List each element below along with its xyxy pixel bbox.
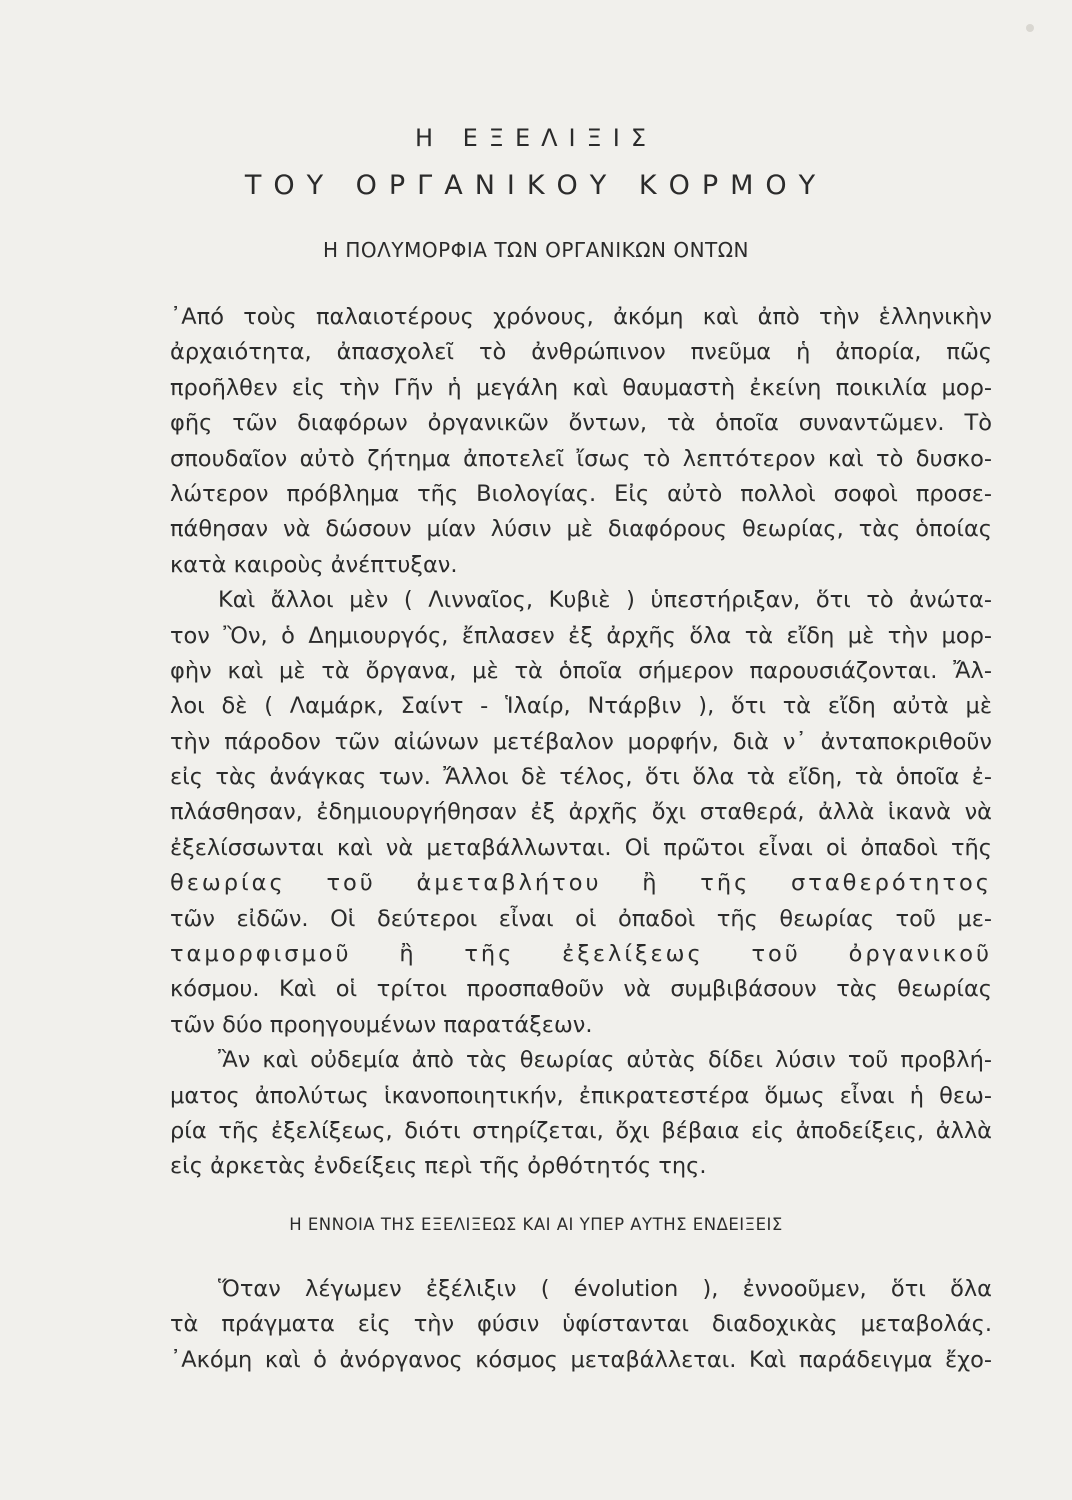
text-line: κατὰ καιροὺς ἀνέπτυξαν.: [170, 551, 458, 578]
text-line: φῆς τῶν διαφόρων ὀργανικῶν ὄντων, τὰ ὁποῖα συναντῶμεν. Τὸ: [170, 410, 992, 437]
text-line: ρία τῆς ἐξελίξεως, διότι στηρίζεται, ὄχι βέβαια εἰς ἀποδείξεις, ἀλλὰ: [170, 1117, 992, 1144]
text-line: πάθησαν νὰ δώσουν μίαν λύσιν μὲ διαφόρους θεωρίας, τὰς ὁποίας: [170, 516, 992, 543]
text-line: εἰς τὰς ἀνάγκας των. Ἄλλοι δὲ τέλος, ὅτι ὅλα τὰ εἴδη, τὰ ὁποῖα ἐ-: [170, 764, 992, 791]
text-line: Ἂν καὶ οὐδεμία ἀπὸ τὰς θεωρίας αὐτὰς δίδει λύσιν τοῦ προβλή-: [218, 1047, 992, 1074]
section-2-body: [170, 1272, 992, 1378]
text-line: τὰ πράγματα εἰς τὴν φύσιν ὑφίστανται διαδοχικὰς μεταβολάς.: [170, 1311, 992, 1338]
text-line: λοι δὲ ( Λαμάρκ, Σαίντ - Ἱλαίρ, Ντάρβιν ), ὅτι τὰ εἴδη αὐτὰ μὲ: [170, 693, 992, 720]
text-line: σπουδαῖον αὐτὸ ζήτημα ἀποτελεῖ ἴσως τὸ λεπτότερον καὶ τὸ δυσκο-: [170, 445, 992, 472]
text-line: ᾿Από τοὺς παλαιοτέρους χρόνους, ἀκόμη καὶ ἀπὸ τὴν ἑλληνικὴν: [170, 304, 992, 330]
text-line: ᾿Ακόμη καὶ ὁ ἀνόργανος κόσμος μεταβάλλεται. Καὶ παράδειγμα ἔχο-: [170, 1346, 992, 1373]
text-line: Ὅταν λέγωμεν ἐξέλιξιν ( évolution ), ἐννοοῦμεν, ὅτι ὅλα: [218, 1276, 992, 1302]
text-line: τὴν πάροδον τῶν αἰώνων μετέβαλον μορφήν, διὰ ν᾿ ἀνταποκριθοῦν: [170, 728, 992, 755]
text-line: ἐξελίσσωνται καὶ νὰ μεταβάλλωνται. Οἱ πρῶτοι εἶναι οἱ ὀπαδοὶ τῆς: [170, 834, 992, 861]
text-line: φὴν καὶ μὲ τὰ ὄργανα, μὲ τὰ ὁποῖα σήμερον παρουσιάζονται. Ἄλ-: [170, 657, 992, 684]
text-line: θεωρίας τοῦ ἀμεταβλήτου ἢ τῆς σταθερότητος: [170, 870, 992, 897]
title-line-1: Η ΕΞΕΛΙΞΙΣ: [414, 124, 658, 152]
text-line: τον Ὂν, ὁ Δημιουργός, ἔπλασεν ἐξ ἀρχῆς ὅλα τὰ εἴδη μὲ τὴν μορ-: [170, 622, 992, 649]
text-line: ἀρχαιότητα, ἀπασχολεῖ τὸ ἀνθρώπινον πνεῦμα ἡ ἀπορία, πῶς: [170, 339, 992, 366]
section-1-body: [170, 300, 992, 1185]
text-line: πλάσθησαν, ἐδημιουργήθησαν ἐξ ἀρχῆς ὄχι σταθερά, ἀλλὰ ἱκανὰ νὰ: [170, 799, 992, 826]
text-line: προῆλθεν εἰς τὴν Γῆν ἡ μεγάλη καὶ θαυμαστὴ ἐκείνη ποικιλία μορ-: [170, 374, 992, 401]
text-line: ματος ἀπολύτως ἱκανοποιητικήν, ἐπικρατεστέρα ὅμως εἶναι ἡ θεω-: [170, 1082, 992, 1109]
text-line: ταμορφισμοῦ ἢ τῆς ἐξελίξεως τοῦ ὀργανικοῦ: [170, 941, 992, 968]
text-line: κόσμου. Καὶ οἱ τρίτοι προσπαθοῦν νὰ συμβιβάσουν τὰς θεωρίας: [170, 976, 992, 1003]
text-line: εἰς ἀρκετὰς ἐνδείξεις περὶ τῆς ὀρθότητός της.: [170, 1153, 707, 1180]
section-heading-ennoia: Η ΕΝΝΟΙΑ ΤΗΣ ΕΞΕΛΙΞΕΩΣ ΚΑΙ ΑΙ ΥΠΕΡ ΑΥΤΗΣ ΕΝΔΕΙΞΕΙΣ: [289, 1215, 783, 1234]
text-line: λώτερον πρόβλημα τῆς Βιολογίας. Εἰς αὐτὸ πολλοὶ σοφοὶ προσε-: [170, 480, 992, 507]
section-heading-polymorphia: Η ΠΟΛΥΜΟΡΦΙΑ ΤΩΝ ΟΡΓΑΝΙΚΩΝ ΟΝΤΩΝ: [323, 238, 749, 262]
text-line: Καὶ ἄλλοι μὲν ( Λινναῖος, Κυβιὲ ) ὑπεστήριξαν, ὅτι τὸ ἀνώτα-: [218, 587, 992, 614]
text-line: τῶν εἰδῶν. Οἱ δεύτεροι εἶναι οἱ ὀπαδοὶ τῆς θεωρίας τοῦ με-: [170, 905, 992, 932]
title-line-2: ΤΟΥ ΟΡΓΑΝΙΚΟΥ ΚΟΡΜΟΥ: [244, 170, 828, 201]
text-line: τῶν δύο προηγουμένων παρατάξεων.: [170, 1011, 593, 1038]
scan-speck: [1026, 24, 1034, 32]
